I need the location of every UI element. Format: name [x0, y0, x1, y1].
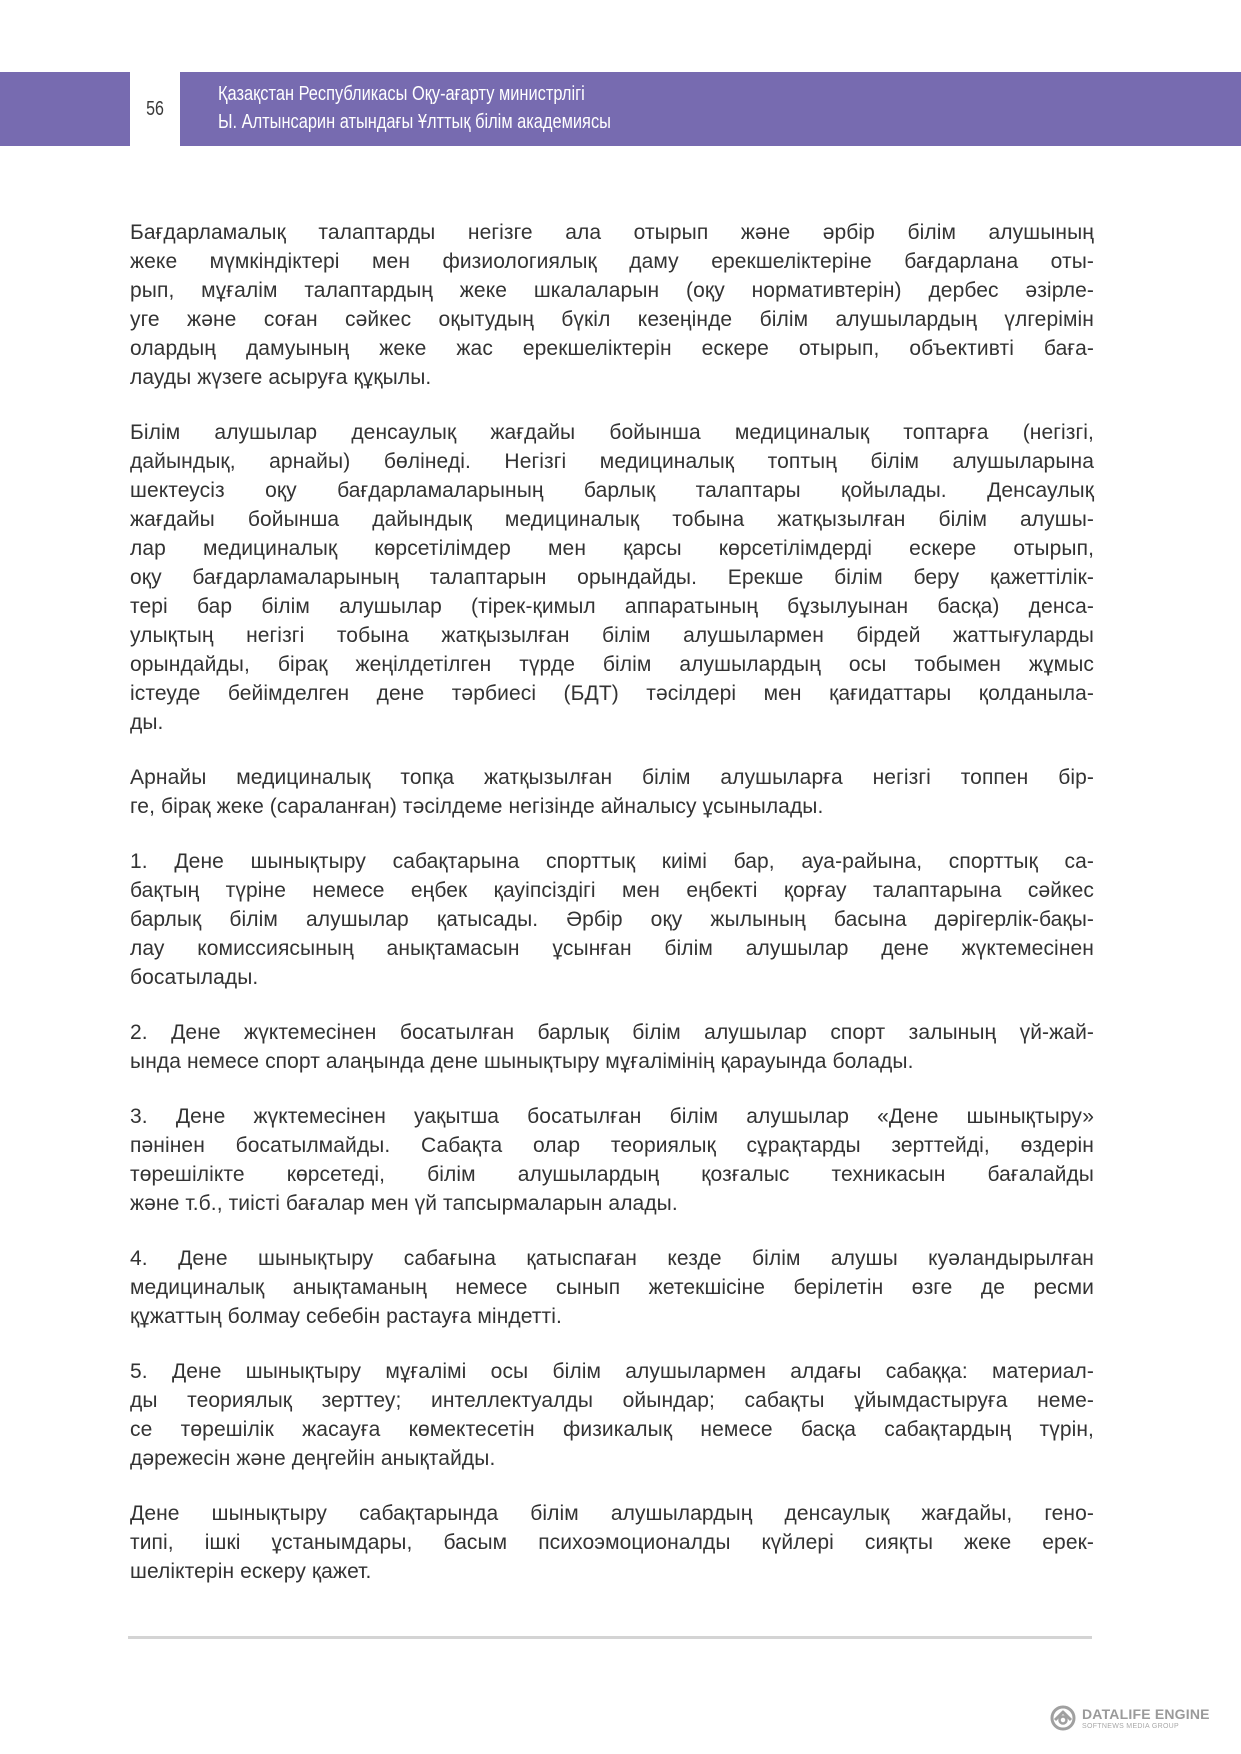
- text-line: 5. Дене шынықтыру мұғалімі осы білім алушылармен алдағы сабаққа: материал-: [130, 1360, 1094, 1383]
- text-line: босатылады.: [130, 966, 259, 989]
- text-line: төрешілікте көрсетеді, білім алушылардың қозғалыс техникасын бағалайды: [130, 1163, 1094, 1186]
- footer-divider: [128, 1636, 1092, 1639]
- watermark: [1050, 1700, 1210, 1736]
- text-line: 4. Дене шынықтыру сабағына қатыспаған кезде білім алушы куәландырылған: [130, 1247, 1094, 1270]
- text-line: се төрешілік жасауға көмектесетін физикалық немесе басқа сабақтардың түрін,: [130, 1418, 1094, 1441]
- text-line: жағдайы бойынша дайындық медициналық тобына жатқызылған білім алушы-: [130, 508, 1094, 531]
- document-body: [130, 218, 1094, 1612]
- header-title-line-2: Ы. Алтынсарин атындағы Ұлттық білім академиясы: [218, 111, 611, 133]
- paragraph: [130, 1357, 1094, 1473]
- text-line: Бағдарламалық талаптарды негізге ала отырып және әрбір білім алушының: [130, 221, 1094, 244]
- text-line: лау комиссиясының анықтамасын ұсынған білім алушылар дене жүктемесінен: [130, 937, 1094, 960]
- header-accent-bar-left: [0, 72, 130, 146]
- paragraph: [130, 763, 1094, 821]
- text-line: 3. Дене жүктемесінен уақытша босатылған білім алушылар «Дене шынықтыру»: [130, 1105, 1094, 1128]
- text-line: құжаттың болмау себебін растауға міндетті.: [130, 1305, 562, 1328]
- datalife-logo-icon: [1050, 1705, 1076, 1731]
- text-line: ында немесе спорт алаңында дене шынықтыру мұғалімінің қарауында болады.: [130, 1050, 914, 1073]
- page-number: 56: [146, 98, 164, 120]
- watermark-subtitle: SOFTNEWS MEDIA GROUP: [1082, 1722, 1180, 1730]
- text-line: лауды жүзеге асыруға құқылы.: [130, 366, 432, 389]
- page-header: [0, 72, 1241, 146]
- paragraph: [130, 1102, 1094, 1218]
- text-line: лар медициналық көрсетілімдер мен қарсы көрсетілімдерді ескере отырып,: [130, 537, 1094, 560]
- watermark-text: [1082, 1707, 1210, 1730]
- text-line: уге және соған сәйкес оқытудың бүкіл кезеңінде білім алушылардың үлгерімін: [130, 308, 1094, 331]
- text-line: барлық білім алушылар қатысады. Әрбір оқу жылының басына дәрігерлік-бақы-: [130, 908, 1094, 931]
- text-line: ды.: [130, 711, 164, 734]
- paragraph: [130, 1018, 1094, 1076]
- text-line: Дене шынықтыру сабақтарында білім алушылардың денсаулық жағдайы, гено-: [130, 1502, 1094, 1525]
- text-line: Білім алушылар денсаулық жағдайы бойынша медициналық топтарға (негізгі,: [130, 421, 1094, 444]
- text-line: шеліктерін ескеру қажет.: [130, 1560, 372, 1583]
- text-line: дәрежесін және деңгейін анықтайды.: [130, 1447, 496, 1470]
- paragraph: [130, 218, 1094, 392]
- paragraph: [130, 847, 1094, 992]
- paragraph: [130, 418, 1094, 737]
- text-line: рып, мұғалім талаптардың жеке шкалаларын (оқу нормативтерін) дербес әзірле-: [130, 279, 1094, 302]
- text-line: ды теориялық зерттеу; интеллектуалды ойындар; сабақты ұйымдастыруға неме-: [130, 1389, 1094, 1412]
- text-line: шектеусіз оқу бағдарламаларының барлық талаптары қойылады. Денсаулық: [130, 479, 1094, 502]
- paragraph: [130, 1244, 1094, 1331]
- text-line: ге, бірақ жеке (сараланған) тәсілдеме негізінде айналысу ұсынылады.: [130, 795, 824, 818]
- text-line: орындайды, бірақ жеңілдетілген түрде білім алушылардың осы тобымен жұмыс: [130, 653, 1094, 676]
- text-line: олардың дамуының жеке жас ерекшеліктерін ескере отырып, объективті баға-: [130, 337, 1094, 360]
- text-line: бақтың түріне немесе еңбек қауіпсіздігі мен еңбекті қорғау талаптарына сәйкес: [130, 879, 1094, 902]
- header-accent-bar: [180, 72, 1241, 146]
- header-title: [218, 80, 611, 136]
- text-line: істеуде бейімделген дене тәрбиесі (БДТ) тәсілдері мен қағидаттары қолданыла-: [130, 682, 1094, 705]
- text-line: дайындық, арнайы) бөлінеді. Негізгі медициналық топтың білім алушыларына: [130, 450, 1094, 473]
- header-title-line-1: Қазақстан Республикасы Оқу-ағарту министрлігі: [218, 83, 585, 105]
- watermark-title: DATALIFE ENGINE: [1082, 1705, 1210, 1722]
- text-line: 1. Дене шынықтыру сабақтарына спорттық киімі бар, ауа-райына, спорттық са-: [130, 850, 1094, 873]
- text-line: 2. Дене жүктемесінен босатылған барлық білім алушылар спорт залының үй-жай-: [130, 1021, 1094, 1044]
- text-line: және т.б., тиісті бағалар мен үй тапсырмаларын алады.: [130, 1192, 678, 1215]
- text-line: типі, ішкі ұстанымдары, басым психоэмоционалды күйлері сияқты жеке ерек-: [130, 1531, 1094, 1554]
- text-line: улықтың негізгі тобына жатқызылған білім алушылармен бірдей жаттығуларды: [130, 624, 1094, 647]
- text-line: жеке мүмкіндіктері мен физиологиялық даму ерекшеліктеріне бағдарлана оты-: [130, 250, 1094, 273]
- paragraph: [130, 1499, 1094, 1586]
- text-line: медициналық анықтаманың немесе сынып жетекшісіне берілетін өзге де ресми: [130, 1276, 1094, 1299]
- text-line: тері бар білім алушылар (тірек-қимыл аппаратының бұзылуынан басқа) денса-: [130, 595, 1094, 618]
- text-line: Арнайы медициналық топқа жатқызылған білім алушыларға негізгі топпен бір-: [130, 766, 1094, 789]
- text-line: оқу бағдарламаларының талаптарын орындайды. Ерекше білім беру қажеттілік-: [130, 566, 1094, 589]
- text-line: пәнінен босатылмайды. Сабақта олар теориялық сұрақтарды зерттейді, өздерін: [130, 1134, 1094, 1157]
